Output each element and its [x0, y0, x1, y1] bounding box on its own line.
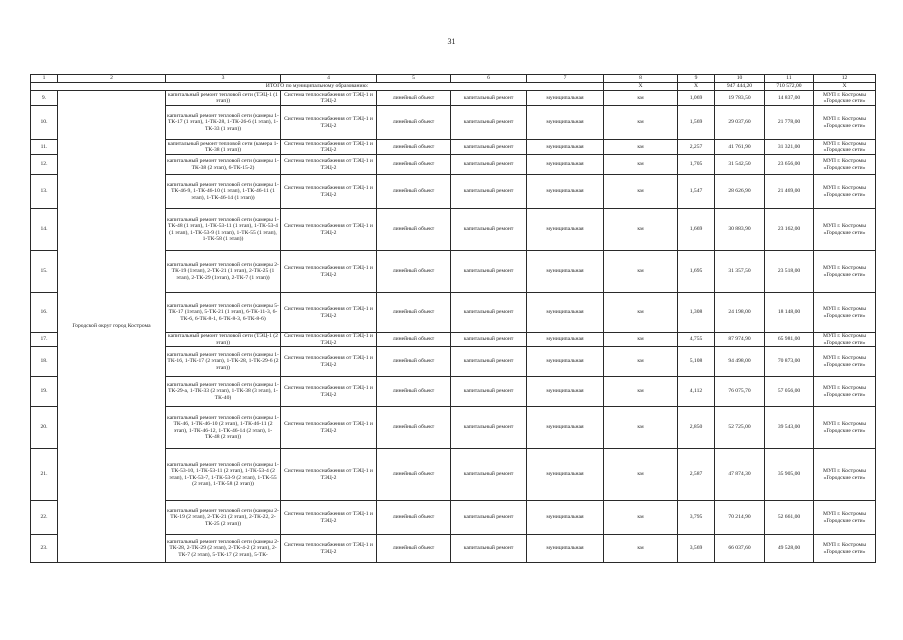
work-description: капитальный ремонт тепловой сети (камеры 2-ТК-28, 2-ТК-29 (2 этап), 2-ТК-4-2 (2 этап), 2-ТК-7 (2 этап), 5-ТК-17 (2 этап), 5-ТК-	[166, 535, 281, 563]
work-description: капитальный ремонт тепловой сети (камеры 1-ТК-29-а, 1-ТК-33 (2 этап), 1-ТК-38 (3 этап), 1-ТК-40)	[166, 377, 281, 407]
ownership: муниципальная	[527, 347, 604, 377]
work-description: капитальный ремонт тепловой сети (камеры 1-ТК-16, 1-ТК-17 (2 этап), 1-ТК-28, 1-ТК-29-6 (2 этап))	[166, 347, 281, 377]
row-number: 17.	[31, 333, 58, 347]
work-type: капитальный ремонт	[451, 333, 527, 347]
quantity: 1,069	[678, 91, 715, 106]
work-type: капитальный ремонт	[451, 106, 527, 140]
work-description: капитальный ремонт тепловой сети (камеры 1-ТК-46-9, 1-ТК-46-10 (1 этап), 1-ТК-46-11 (1 этап), 1-ТК-46-14 (1 этап))	[166, 175, 281, 209]
cost-fund: 35 905,00	[765, 449, 814, 501]
quantity: 3,795	[678, 501, 715, 535]
unit: км	[604, 251, 678, 293]
quantity: 1,669	[678, 209, 715, 251]
quantity: 1,705	[678, 155, 715, 175]
heat-system: Система теплоснабжения от ТЭЦ-1 и ТЭЦ-2	[281, 407, 377, 449]
quantity: 1,308	[678, 293, 715, 333]
heat-system: Система теплоснабжения от ТЭЦ-1 и ТЭЦ-2	[281, 251, 377, 293]
total-cell: 710 572,00	[765, 83, 814, 91]
cost-total: 30 883,90	[715, 209, 765, 251]
row-number: 11.	[31, 140, 58, 155]
cost-fund: 57 056,00	[765, 377, 814, 407]
executor: МУП г. Костромы «Городские сети»	[814, 293, 876, 333]
cost-total: 47 874,30	[715, 449, 765, 501]
object-type: линейный объект	[377, 407, 451, 449]
row-number: 12.	[31, 155, 58, 175]
row-number: 23.	[31, 535, 58, 563]
heat-system: Система теплоснабжения от ТЭЦ-1 и ТЭЦ-2	[281, 91, 377, 106]
cost-fund: 23 518,00	[765, 251, 814, 293]
ownership: муниципальная	[527, 377, 604, 407]
row-number: 10.	[31, 106, 58, 140]
unit: км	[604, 106, 678, 140]
object-type: линейный объект	[377, 293, 451, 333]
row-number: 20.	[31, 407, 58, 449]
heat-system: Система теплоснабжения от ТЭЦ-1 и ТЭЦ-2	[281, 449, 377, 501]
work-type: капитальный ремонт	[451, 251, 527, 293]
cost-total: 66 037,60	[715, 535, 765, 563]
cost-total: 52 725,00	[715, 407, 765, 449]
ownership: муниципальная	[527, 91, 604, 106]
cost-fund: 70 873,00	[765, 347, 814, 377]
total-cell: X	[678, 83, 715, 91]
object-type: линейный объект	[377, 175, 451, 209]
work-type: капитальный ремонт	[451, 377, 527, 407]
unit: км	[604, 535, 678, 563]
work-description: капитальный ремонт тепловой сети (ТЭЦ-1 (1 этап))	[166, 91, 281, 106]
unit: км	[604, 175, 678, 209]
column-number-cell: 4	[281, 75, 377, 83]
heat-system: Система теплоснабжения от ТЭЦ-1 и ТЭЦ-2	[281, 347, 377, 377]
cost-total: 70 214,90	[715, 501, 765, 535]
work-description: капитальный ремонт тепловой сети (камера 1-ТК-38 (1 этап))	[166, 140, 281, 155]
unit: км	[604, 501, 678, 535]
object-type: линейный объект	[377, 347, 451, 377]
executor: МУП г. Костромы «Городские сети»	[814, 407, 876, 449]
municipality-cell: Городской округ город Кострома	[58, 91, 166, 563]
quantity: 4,755	[678, 333, 715, 347]
object-type: линейный объект	[377, 251, 451, 293]
executor: МУП г. Костромы «Городские сети»	[814, 175, 876, 209]
cost-total: 31 542,50	[715, 155, 765, 175]
executor: МУП г. Костромы «Городские сети»	[814, 140, 876, 155]
executor: МУП г. Костромы «Городские сети»	[814, 377, 876, 407]
ownership: муниципальная	[527, 209, 604, 251]
unit: км	[604, 333, 678, 347]
cost-total: 19 783,50	[715, 91, 765, 106]
cost-fund: 14 837,00	[765, 91, 814, 106]
quantity: 3,569	[678, 535, 715, 563]
column-number-cell: 11	[765, 75, 814, 83]
total-label: ИТОГО по муниципальному образованию:	[31, 83, 604, 91]
ownership: муниципальная	[527, 175, 604, 209]
row-number: 15.	[31, 251, 58, 293]
total-row	[31, 83, 876, 91]
object-type: линейный объект	[377, 449, 451, 501]
ownership: муниципальная	[527, 535, 604, 563]
heat-system: Система теплоснабжения от ТЭЦ-1 и ТЭЦ-2	[281, 106, 377, 140]
ownership: муниципальная	[527, 155, 604, 175]
work-description: капитальный ремонт тепловой сети (камеры 1-ТК-46, 1-ТК-46-10 (2 этап), 1-ТК-46-11 (2 этап), 1-ТК-46-12, 1-ТК-46-14 (2 этап), 1-ТК-48 (2 этап))	[166, 407, 281, 449]
unit: км	[604, 209, 678, 251]
quantity: 2,257	[678, 140, 715, 155]
work-description: капитальный ремонт тепловой сети (ТЭЦ-1 (2 этап))	[166, 333, 281, 347]
quantity: 1,547	[678, 175, 715, 209]
row-number: 19.	[31, 377, 58, 407]
object-type: линейный объект	[377, 535, 451, 563]
heat-system: Система теплоснабжения от ТЭЦ-1 и ТЭЦ-2	[281, 293, 377, 333]
heat-system: Система теплоснабжения от ТЭЦ-1 и ТЭЦ-2	[281, 209, 377, 251]
executor: МУП г. Костромы «Городские сети»	[814, 91, 876, 106]
executor: МУП г. Костромы «Городские сети»	[814, 449, 876, 501]
executor: МУП г. Костромы «Городские сети»	[814, 535, 876, 563]
ownership: муниципальная	[527, 293, 604, 333]
table-row	[31, 91, 876, 106]
ownership: муниципальная	[527, 501, 604, 535]
cost-total: 31 357,50	[715, 251, 765, 293]
executor: МУП г. Костромы «Городские сети»	[814, 333, 876, 347]
cost-fund: 31 321,00	[765, 140, 814, 155]
row-number: 14.	[31, 209, 58, 251]
column-number-cell: 2	[58, 75, 166, 83]
column-number-cell: 3	[166, 75, 281, 83]
executor: МУП г. Костромы «Городские сети»	[814, 106, 876, 140]
row-number: 13.	[31, 175, 58, 209]
cost-fund: 39 543,00	[765, 407, 814, 449]
work-type: капитальный ремонт	[451, 501, 527, 535]
work-type: капитальный ремонт	[451, 155, 527, 175]
cost-total: 28 626,90	[715, 175, 765, 209]
ownership: муниципальная	[527, 106, 604, 140]
work-description: капитальный ремонт тепловой сети (камеры 1-ТК-38 (2 этап), 6-ТК-15-2)	[166, 155, 281, 175]
object-type: линейный объект	[377, 106, 451, 140]
executor: МУП г. Костромы «Городские сети»	[814, 501, 876, 535]
work-description: капитальный ремонт тепловой сети (камеры 2-ТК-19 (1этап), 2-ТК-21 (1 этап), 2-ТК-25 (1 этап), 2-ТК-29 (1этап), 2-ТК-7 (1 этап))	[166, 251, 281, 293]
unit: км	[604, 449, 678, 501]
cost-fund: 52 661,00	[765, 501, 814, 535]
cost-total: 29 037,60	[715, 106, 765, 140]
page-number: 31	[447, 37, 456, 46]
unit: км	[604, 377, 678, 407]
cost-total: 41 761,90	[715, 140, 765, 155]
total-cell: X	[604, 83, 678, 91]
object-type: линейный объект	[377, 501, 451, 535]
ownership: муниципальная	[527, 140, 604, 155]
work-type: капитальный ремонт	[451, 209, 527, 251]
object-type: линейный объект	[377, 333, 451, 347]
ownership: муниципальная	[527, 449, 604, 501]
work-type: капитальный ремонт	[451, 293, 527, 333]
work-type: капитальный ремонт	[451, 175, 527, 209]
object-type: линейный объект	[377, 155, 451, 175]
cost-total: 94 498,00	[715, 347, 765, 377]
row-number: 9.	[31, 91, 58, 106]
row-number: 18.	[31, 347, 58, 377]
object-type: линейный объект	[377, 91, 451, 106]
unit: км	[604, 407, 678, 449]
column-number-cell: 1	[31, 75, 58, 83]
work-description: капитальный ремонт тепловой сети (камеры 1-ТК-53-10, 1-ТК-53-11 (2 этап), 1-ТК-53-4 (2 этап), 1-ТК-53-7, 1-ТК-53-9 (2 этап), 1-ТК-55 (2 этап), 1-ТК-58 (2 этап))	[166, 449, 281, 501]
total-cell: X	[814, 83, 876, 91]
column-number-cell: 12	[814, 75, 876, 83]
unit: км	[604, 155, 678, 175]
cost-fund: 18 148,00	[765, 293, 814, 333]
heat-system: Система теплоснабжения от ТЭЦ-1 и ТЭЦ-2	[281, 501, 377, 535]
work-description: капитальный ремонт тепловой сети (камеры 1-ТК-48 (1 этап), 1-ТК-53-11 (1 этап), 1-ТК-53-4 (1 этап), 1-ТК-53-9 (1 этап), 1-ТК-55 (1 этап), 1-ТК-58 (1 этап))	[166, 209, 281, 251]
executor: МУП г. Костромы «Городские сети»	[814, 347, 876, 377]
ownership: муниципальная	[527, 251, 604, 293]
heat-system: Система теплоснабжения от ТЭЦ-1 и ТЭЦ-2	[281, 155, 377, 175]
heat-system: Система теплоснабжения от ТЭЦ-1 и ТЭЦ-2	[281, 377, 377, 407]
work-type: капитальный ремонт	[451, 347, 527, 377]
row-number: 21.	[31, 449, 58, 501]
quantity: 2,587	[678, 449, 715, 501]
work-description: капитальный ремонт тепловой сети (камеры 2-ТК-19 (2 этап), 2-ТК-21 (2 этап), 2-ТК-22, 2-ТК-25 (2 этап))	[166, 501, 281, 535]
cost-total: 24 198,00	[715, 293, 765, 333]
total-cell: 947 444,20	[715, 83, 765, 91]
column-number-cell: 10	[715, 75, 765, 83]
column-number-cell: 8	[604, 75, 678, 83]
column-number-cell: 6	[451, 75, 527, 83]
quantity: 5,108	[678, 347, 715, 377]
cost-total: 76 075,70	[715, 377, 765, 407]
heat-system: Система теплоснабжения от ТЭЦ-1 и ТЭЦ-2	[281, 333, 377, 347]
ownership: муниципальная	[527, 407, 604, 449]
unit: км	[604, 91, 678, 106]
work-description: капитальный ремонт тепловой сети (камеры 5-ТК-17 (1этап), 5-ТК-21 (1 этап), 6-ТК-11-3, 6-ТК-6, 6-ТК-8-1, 6-ТК-8-3, 6-ТК-8-6)	[166, 293, 281, 333]
unit: км	[604, 347, 678, 377]
work-type: капитальный ремонт	[451, 91, 527, 106]
cost-fund: 49 528,00	[765, 535, 814, 563]
heat-system: Система теплоснабжения от ТЭЦ-1 и ТЭЦ-2	[281, 140, 377, 155]
column-number-row	[31, 75, 876, 83]
quantity: 1,569	[678, 106, 715, 140]
column-number-cell: 9	[678, 75, 715, 83]
heat-system: Система теплоснабжения от ТЭЦ-1 и ТЭЦ-2	[281, 175, 377, 209]
unit: км	[604, 293, 678, 333]
cost-fund: 23 656,00	[765, 155, 814, 175]
heat-system: Система теплоснабжения от ТЭЦ-1 и ТЭЦ-2	[281, 535, 377, 563]
row-number: 22.	[31, 501, 58, 535]
column-number-cell: 5	[377, 75, 451, 83]
executor: МУП г. Костромы «Городские сети»	[814, 251, 876, 293]
cost-fund: 23 162,00	[765, 209, 814, 251]
work-description: капитальный ремонт тепловой сети (камеры 1-ТК-17 (1 этап), 1-ТК-28, 1-ТК-26-6 (1 этап), 1-ТК-33 (1 этап))	[166, 106, 281, 140]
object-type: линейный объект	[377, 377, 451, 407]
row-number: 16.	[31, 293, 58, 333]
ownership: муниципальная	[527, 333, 604, 347]
program-table	[30, 74, 876, 563]
cost-fund: 65 981,00	[765, 333, 814, 347]
quantity: 4,112	[678, 377, 715, 407]
cost-total: 87 974,90	[715, 333, 765, 347]
executor: МУП г. Костромы «Городские сети»	[814, 209, 876, 251]
work-type: капитальный ремонт	[451, 535, 527, 563]
quantity: 1,695	[678, 251, 715, 293]
object-type: линейный объект	[377, 209, 451, 251]
work-type: капитальный ремонт	[451, 407, 527, 449]
executor: МУП г. Костромы «Городские сети»	[814, 155, 876, 175]
work-type: капитальный ремонт	[451, 449, 527, 501]
work-type: капитальный ремонт	[451, 140, 527, 155]
cost-fund: 21 778,00	[765, 106, 814, 140]
quantity: 2,850	[678, 407, 715, 449]
column-number-cell: 7	[527, 75, 604, 83]
unit: км	[604, 140, 678, 155]
object-type: линейный объект	[377, 140, 451, 155]
cost-fund: 21 469,00	[765, 175, 814, 209]
